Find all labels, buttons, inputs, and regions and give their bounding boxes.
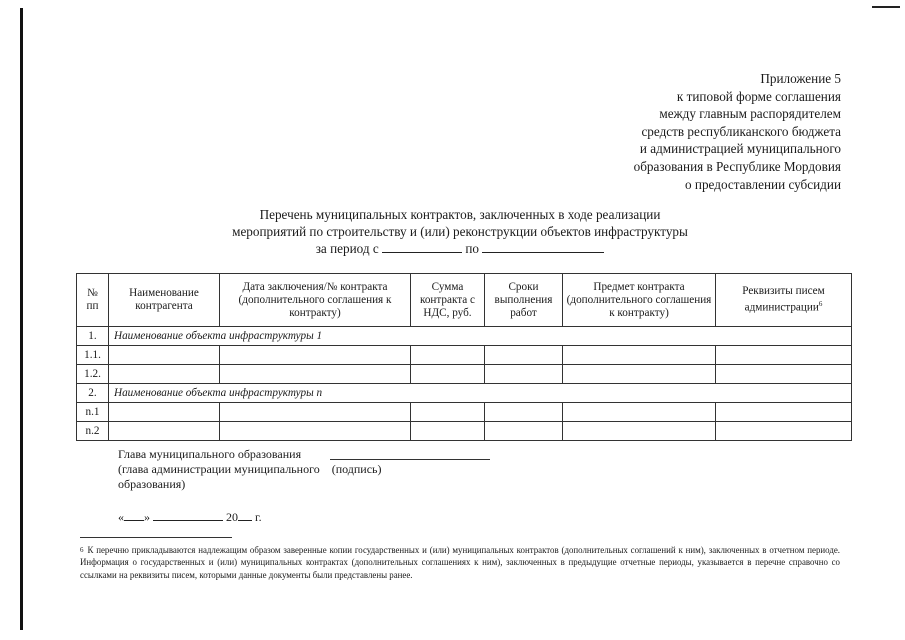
table-cell[interactable] (563, 422, 716, 441)
table-cell[interactable] (716, 403, 852, 422)
appendix-line: и администрацией муниципального (639, 141, 841, 157)
header-work-terms: Сроки выполнения работ (485, 274, 563, 327)
date-year-suffix: г. (255, 510, 262, 524)
table-cell[interactable] (411, 403, 485, 422)
row-number: 2. (77, 384, 109, 403)
header-contract-date: Дата заключения/№ контракта (дополнительного соглашения к контракту) (220, 274, 411, 327)
date-quote-open: « (118, 510, 124, 524)
table-row (77, 422, 852, 441)
contracts-table (76, 273, 852, 441)
appendix-line: к типовой форме соглашения (676, 88, 841, 104)
header-number: № пп (77, 274, 109, 327)
row-number: 1. (77, 327, 109, 346)
footnote-mark: 6 (80, 546, 84, 554)
signature-line[interactable] (330, 459, 490, 460)
document-title (180, 206, 740, 257)
table-cell[interactable] (220, 403, 411, 422)
signature-caption-end: образования) (118, 477, 186, 491)
appendix-header (634, 70, 841, 193)
appendix-line: между главным распорядителем (659, 106, 841, 122)
signature-caption-left: (глава администрации муниципального (118, 462, 320, 476)
row-number: n.1 (77, 403, 109, 422)
signature-caption (118, 462, 382, 477)
period-mid: по (465, 241, 479, 256)
table-cell[interactable] (716, 365, 852, 384)
header-letter-details (716, 274, 852, 327)
table-cell[interactable] (485, 422, 563, 441)
table-cell[interactable] (563, 365, 716, 384)
table-cell[interactable] (485, 346, 563, 365)
footnote-reference: 6 (818, 300, 823, 309)
date-day-blank[interactable] (124, 508, 144, 521)
table-cell[interactable] (485, 403, 563, 422)
date-month-blank[interactable] (153, 508, 223, 521)
table-cell[interactable] (411, 346, 485, 365)
table-row (77, 403, 852, 422)
footnote (80, 544, 840, 581)
table-cell[interactable] (109, 346, 220, 365)
header-contractor: Наименование контрагента (109, 274, 220, 327)
table-cell[interactable] (563, 346, 716, 365)
appendix-line: средств республиканского бюджета (641, 123, 841, 139)
date-year-blank[interactable] (238, 508, 252, 521)
table-cell[interactable] (109, 365, 220, 384)
table-row (77, 327, 852, 346)
table-row (77, 346, 852, 365)
footnote-divider (80, 537, 232, 538)
table-cell[interactable] (563, 403, 716, 422)
appendix-line: Приложение 5 (760, 71, 841, 86)
table-cell[interactable] (220, 346, 411, 365)
table-cell[interactable] (109, 403, 220, 422)
period-end-blank[interactable] (482, 240, 604, 253)
object-name-cell[interactable]: Наименование объекта инфраструктуры 1 (109, 327, 852, 346)
date-quote-close: » (144, 510, 150, 524)
table-cell[interactable] (716, 422, 852, 441)
date-year-prefix: 20 (226, 510, 238, 524)
object-name-cell[interactable]: Наименование объекта инфраструктуры n (109, 384, 852, 403)
header-letter-text: Реквизиты писем администрации (742, 285, 825, 314)
scan-left-edge (20, 8, 23, 630)
signature-block (118, 447, 382, 492)
table-cell[interactable] (220, 422, 411, 441)
title-line-1: Перечень муниципальных контрактов, заключенных в ходе реализации (259, 207, 661, 222)
row-number: 1.1. (77, 346, 109, 365)
table-cell[interactable] (220, 365, 411, 384)
signature-title: Глава муниципального образования (118, 447, 302, 461)
appendix-line: образования в Республике Мордовия (633, 158, 841, 174)
header-contract-sum: Сумма контракта с НДС, руб. (411, 274, 485, 327)
period-start-blank[interactable] (382, 240, 462, 253)
table-cell[interactable] (716, 346, 852, 365)
table-row (77, 365, 852, 384)
row-number: n.2 (77, 422, 109, 441)
title-line-2: мероприятий по строительству и (или) реконструкции объектов инфраструктуры (232, 224, 688, 239)
title-period (180, 240, 740, 257)
row-number: 1.2. (77, 365, 109, 384)
table-cell[interactable] (109, 422, 220, 441)
signature-caption-right: (подпись) (331, 462, 382, 476)
period-prefix: за период с (315, 241, 379, 256)
table-row (77, 384, 852, 403)
table-header-row (77, 274, 852, 327)
table-cell[interactable] (411, 365, 485, 384)
appendix-line: о предоставлении субсидии (685, 176, 841, 192)
date-line (118, 508, 262, 525)
table-cell[interactable] (485, 365, 563, 384)
footnote-text: К перечню прикладываются надлежащим образом заверенные копии государственных и (или) муниципальных контрактов (дополнительных соглашений к ним), заключенных в отчетном периоде. Информация о государственных и (или) муниципальных контрактах (дополнительных соглашениях к ним), заключенных в предыдущие отчетные периоды, указывается в перечне справочно со ссылками на реквизиты писем, которыми данные документы были представлены ранее. (80, 545, 840, 580)
scan-top-mark (872, 6, 900, 8)
table-cell[interactable] (411, 422, 485, 441)
header-contract-subject: Предмет контракта (дополнительного соглашения к контракту) (563, 274, 716, 327)
